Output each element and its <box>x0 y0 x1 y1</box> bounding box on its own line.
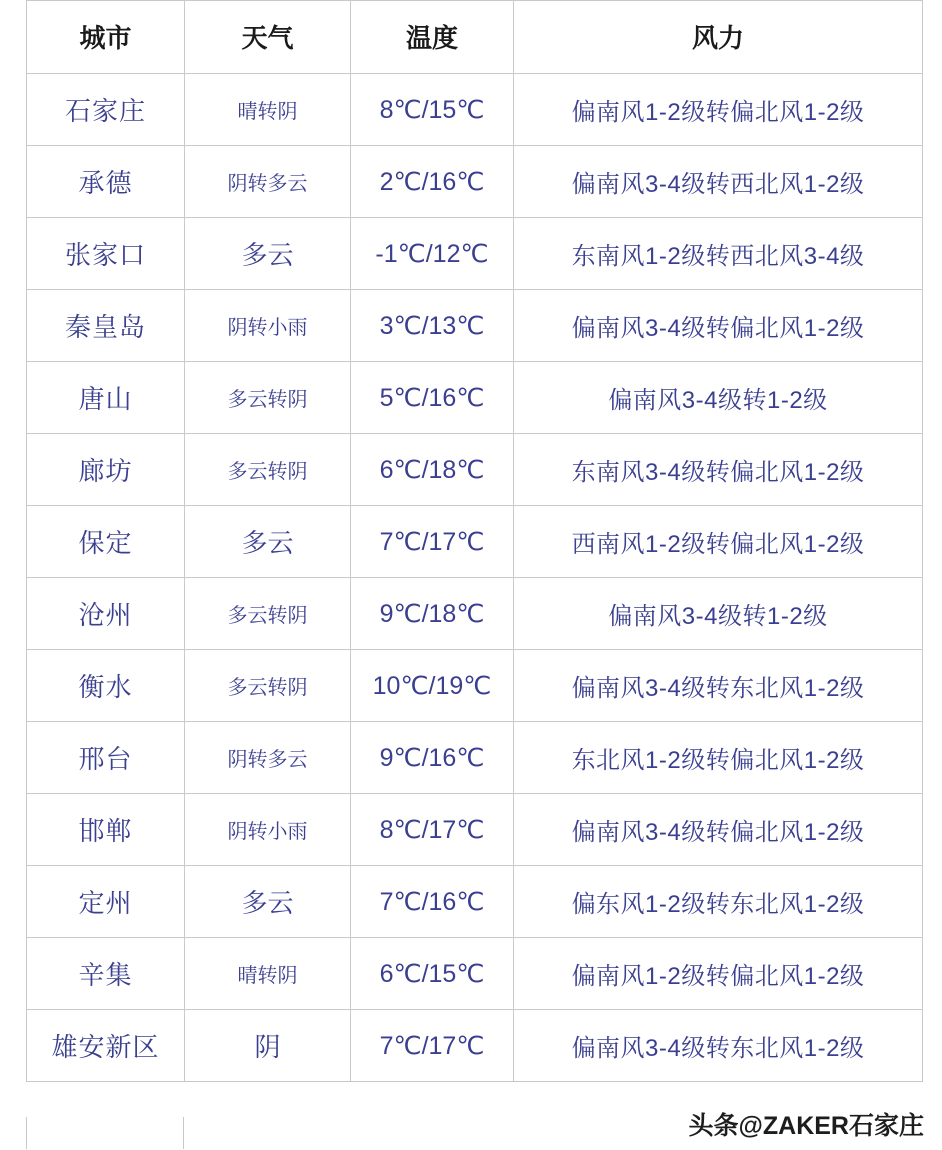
table-row <box>27 74 923 146</box>
cell-wind: 偏南风3-4级转西北风1-2级 <box>514 146 923 218</box>
cell-wind: 偏南风1-2级转偏北风1-2级 <box>514 74 923 146</box>
weather-forecast-table <box>26 0 923 1082</box>
cell-weather: 阴转多云 <box>185 722 351 794</box>
column-header-wind: 风力 <box>514 0 923 74</box>
watermark: 头条@ZAKER石家庄 <box>688 1112 924 1140</box>
cell-temperature: 6℃/18℃ <box>351 434 514 506</box>
cell-weather: 多云 <box>185 218 351 290</box>
table-row <box>27 722 923 794</box>
cell-weather: 多云转阴 <box>185 578 351 650</box>
cell-weather: 晴转阴 <box>185 938 351 1010</box>
column-header-temperature: 温度 <box>351 0 514 74</box>
table-row <box>27 578 923 650</box>
cell-temperature: 9℃/16℃ <box>351 722 514 794</box>
cell-temperature: 7℃/17℃ <box>351 1010 514 1082</box>
cell-wind: 偏南风3-4级转东北风1-2级 <box>514 650 923 722</box>
cell-city: 承德 <box>27 146 185 218</box>
cell-city: 邢台 <box>27 722 185 794</box>
cell-city: 定州 <box>27 866 185 938</box>
cell-city: 保定 <box>27 506 185 578</box>
cell-temperature: 10℃/19℃ <box>351 650 514 722</box>
cell-city: 衡水 <box>27 650 185 722</box>
cell-city: 石家庄 <box>27 74 185 146</box>
cell-temperature: 8℃/17℃ <box>351 794 514 866</box>
table-row <box>27 146 923 218</box>
cell-city: 廊坊 <box>27 434 185 506</box>
cell-city: 辛集 <box>27 938 185 1010</box>
cell-weather: 多云转阴 <box>185 434 351 506</box>
cell-wind: 东南风1-2级转西北风3-4级 <box>514 218 923 290</box>
table-row <box>27 866 923 938</box>
cell-weather: 阴 <box>185 1010 351 1082</box>
cell-temperature: 9℃/18℃ <box>351 578 514 650</box>
cell-weather: 阴转小雨 <box>185 794 351 866</box>
cell-city: 张家口 <box>27 218 185 290</box>
cell-wind: 偏南风3-4级转偏北风1-2级 <box>514 290 923 362</box>
column-header-weather: 天气 <box>185 0 351 74</box>
cell-temperature: 6℃/15℃ <box>351 938 514 1010</box>
cell-wind: 偏南风3-4级转1-2级 <box>514 578 923 650</box>
cell-weather: 阴转多云 <box>185 146 351 218</box>
table-row <box>27 938 923 1010</box>
cell-city: 沧州 <box>27 578 185 650</box>
column-header-city: 城市 <box>27 0 185 74</box>
cell-temperature: 7℃/17℃ <box>351 506 514 578</box>
table-row <box>27 434 923 506</box>
table-header-row <box>27 0 923 74</box>
cell-temperature: -1℃/12℃ <box>351 218 514 290</box>
cell-wind: 偏南风3-4级转偏北风1-2级 <box>514 794 923 866</box>
table-row <box>27 650 923 722</box>
table-row <box>27 506 923 578</box>
cell-temperature: 7℃/16℃ <box>351 866 514 938</box>
table-row <box>27 794 923 866</box>
cell-wind: 偏东风1-2级转东北风1-2级 <box>514 866 923 938</box>
cell-wind: 西南风1-2级转偏北风1-2级 <box>514 506 923 578</box>
cell-city: 雄安新区 <box>27 1010 185 1082</box>
cell-wind: 偏南风3-4级转东北风1-2级 <box>514 1010 923 1082</box>
cell-temperature: 2℃/16℃ <box>351 146 514 218</box>
cell-city: 秦皇岛 <box>27 290 185 362</box>
cell-temperature: 8℃/15℃ <box>351 74 514 146</box>
cell-weather: 阴转小雨 <box>185 290 351 362</box>
cell-temperature: 3℃/13℃ <box>351 290 514 362</box>
cell-wind: 偏南风3-4级转1-2级 <box>514 362 923 434</box>
cell-wind: 偏南风1-2级转偏北风1-2级 <box>514 938 923 1010</box>
cell-wind: 东北风1-2级转偏北风1-2级 <box>514 722 923 794</box>
table-bottom-partial-cell <box>26 1117 184 1149</box>
cell-city: 唐山 <box>27 362 185 434</box>
cell-wind: 东南风3-4级转偏北风1-2级 <box>514 434 923 506</box>
cell-weather: 多云 <box>185 506 351 578</box>
cell-city: 邯郸 <box>27 794 185 866</box>
cell-weather: 多云转阴 <box>185 362 351 434</box>
cell-weather: 晴转阴 <box>185 74 351 146</box>
cell-weather: 多云转阴 <box>185 650 351 722</box>
cell-weather: 多云 <box>185 866 351 938</box>
cell-temperature: 5℃/16℃ <box>351 362 514 434</box>
table-row <box>27 290 923 362</box>
table-row <box>27 1010 923 1082</box>
table-row <box>27 218 923 290</box>
table-row <box>27 362 923 434</box>
